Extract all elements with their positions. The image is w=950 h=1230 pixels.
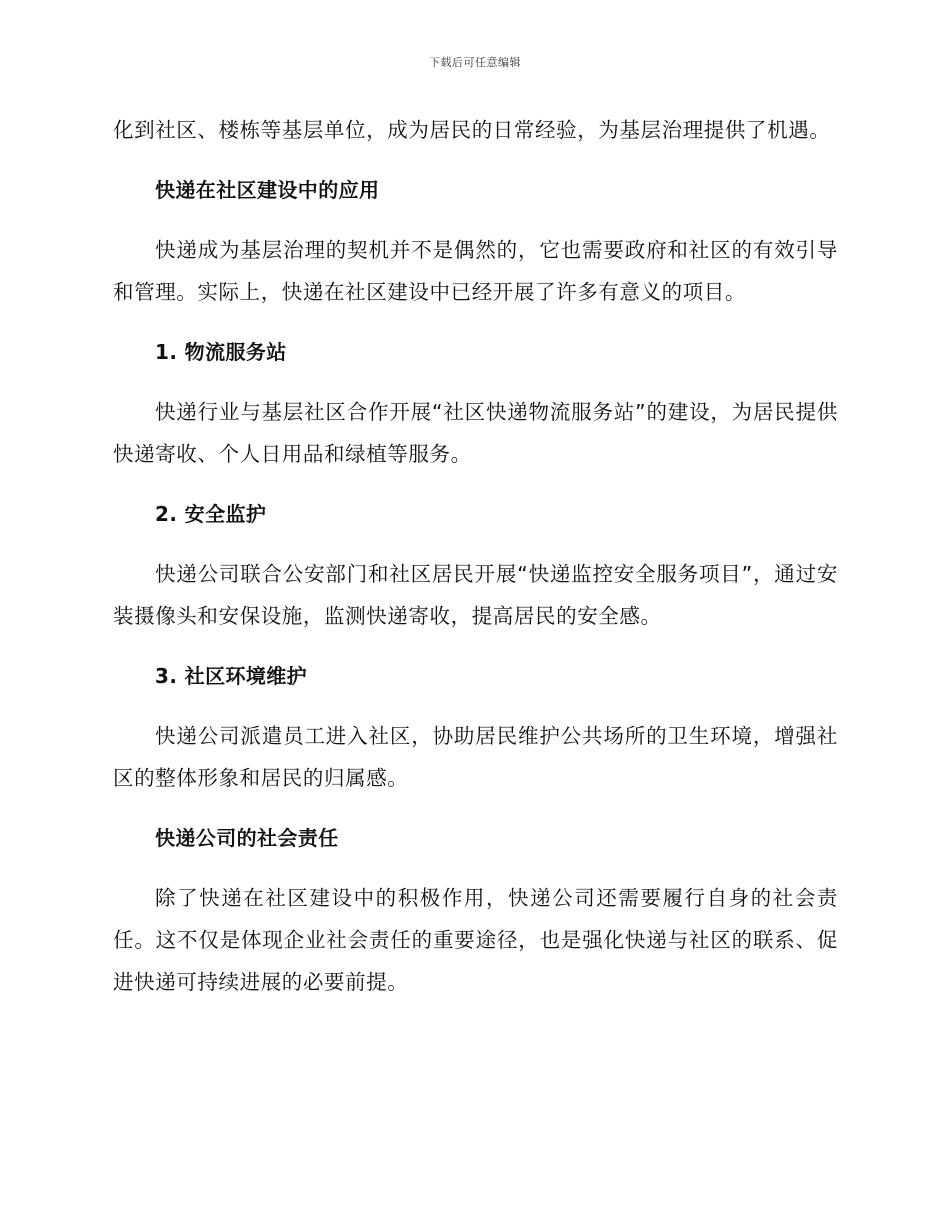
paragraph-continuation: 化到社区、楼栋等基层单位，成为居民的日常经验，为基层治理提供了机遇。 [113,118,831,142]
section-heading-social-responsibility: 快递公司的社会责任 [155,826,339,850]
paragraph-social-responsibility: 除了快递在社区建设中的积极作用，快递公司还需要履行自身的社会责任。这不仅是体现企业社会责任的重要途径，也是强化快递与社区的联系、促进快递可持续进展的必要前提。 [113,886,838,994]
paragraph-environment: 快递公司派遣员工进入社区，协助居民维护公共场所的卫生环境，增强社区的整体形象和居民的归属感。 [113,724,838,790]
paragraph-intro: 快递成为基层治理的契机并不是偶然的，它也需要政府和社区的有效引导和管理。实际上，快递在社区建设中已经开展了许多有意义的项目。 [113,238,838,304]
subheading-security: 2. 安全监护 [155,502,267,526]
page-header-note: 下载后可任意编辑 [429,56,521,69]
document-body [113,109,838,1021]
section-heading-community-application: 快递在社区建设中的应用 [155,178,380,202]
paragraph-security: 快递公司联合公安部门和社区居民开展“快递监控安全服务项目”，通过安装摄像头和安保设施，监测快递寄收，提高居民的安全感。 [113,562,838,628]
subheading-logistics-station: 1. 物流服务站 [155,340,287,364]
subheading-environment: 3. 社区环境维护 [155,664,308,688]
paragraph-logistics-station: 快递行业与基层社区合作开展“社区快递物流服务站”的建设，为居民提供快递寄收、个人日用品和绿植等服务。 [113,400,838,466]
